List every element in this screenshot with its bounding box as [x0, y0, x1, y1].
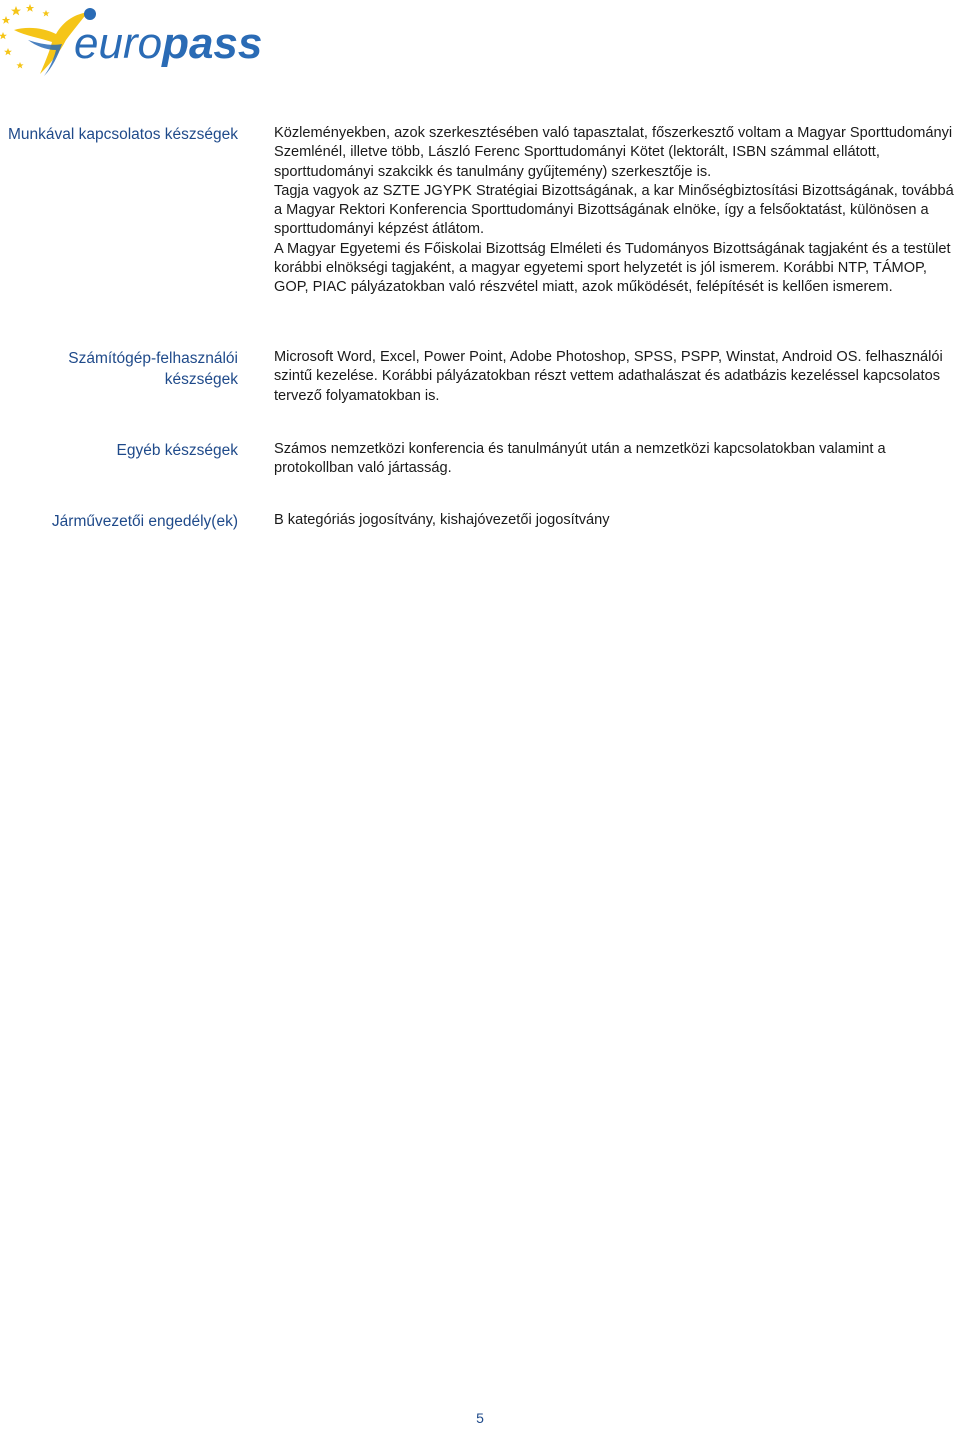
paragraph: Microsoft Word, Excel, Power Point, Adobe Photoshop, SPSS, PSPP, Winstat, Android OS. felhasználói szintű kezelése. Korábbi pályázatokban részt vettem adathalászat és adatbázis kezeléssel kapcsolatos tervező folyamatokban is. — [274, 349, 943, 404]
section-label: Egyéb készségek — [116, 442, 238, 459]
paragraph: B kategóriás jogosítvány, kishajóvezetői jogosítvány — [274, 512, 610, 528]
europass-logo — [0, 0, 263, 80]
section-content — [274, 440, 960, 479]
paragraph: Számos nemzetközi konferencia és tanulmányút után a nemzetközi kapcsolatokban valamint a protokollban való jártasság. — [274, 441, 886, 477]
section-label: Számítógép-felhasználói készségek — [68, 350, 238, 388]
paragraph: Közleményekben, azok szerkesztésében való tapasztalat, főszerkesztő voltam a Magyar Sporttudományi Szemlénél, illetve több, László Ferenc Sporttudományi Kötet (lektorált, ISBN számmal ellátott, sporttudományi szakcikk és tanulmány gyűjtemény) szerkesztője is. — [274, 125, 953, 180]
paragraph: Tagja vagyok az SZTE JGYPK Stratégiai Bizottságának, a kar Minőségbiztosítási Bizottságának, továbbá a Magyar Rektori Konferencia Sporttudományi Bizottságának elnöke, így a felsőoktatást, különösen a sporttudományi képzést átlátom. — [274, 182, 954, 238]
logo-wordmark: europass — [74, 19, 263, 68]
section-label: Járművezetői engedély(ek) — [51, 513, 238, 530]
page-number: 5 — [476, 1410, 484, 1426]
section-label: Munkával kapcsolatos készségek — [7, 126, 238, 143]
section-content — [274, 124, 960, 298]
paragraph: A Magyar Egyetemi és Főiskolai Bizottság Elméleti és Tudományos Bizottságának tagjaként és a testület korábbi elnökségi tagjaként, a magyar egyetemi sport helyzetét is jól ismerem. Korábbi NTP, TÁMOP, GOP, PIAC pályázatokban való részvétel miatt, azok működését, felépítését is kellően ismerem. — [274, 240, 951, 296]
section-content — [274, 348, 960, 406]
section-content — [274, 511, 960, 530]
europass-star-figure-icon — [0, 0, 263, 80]
